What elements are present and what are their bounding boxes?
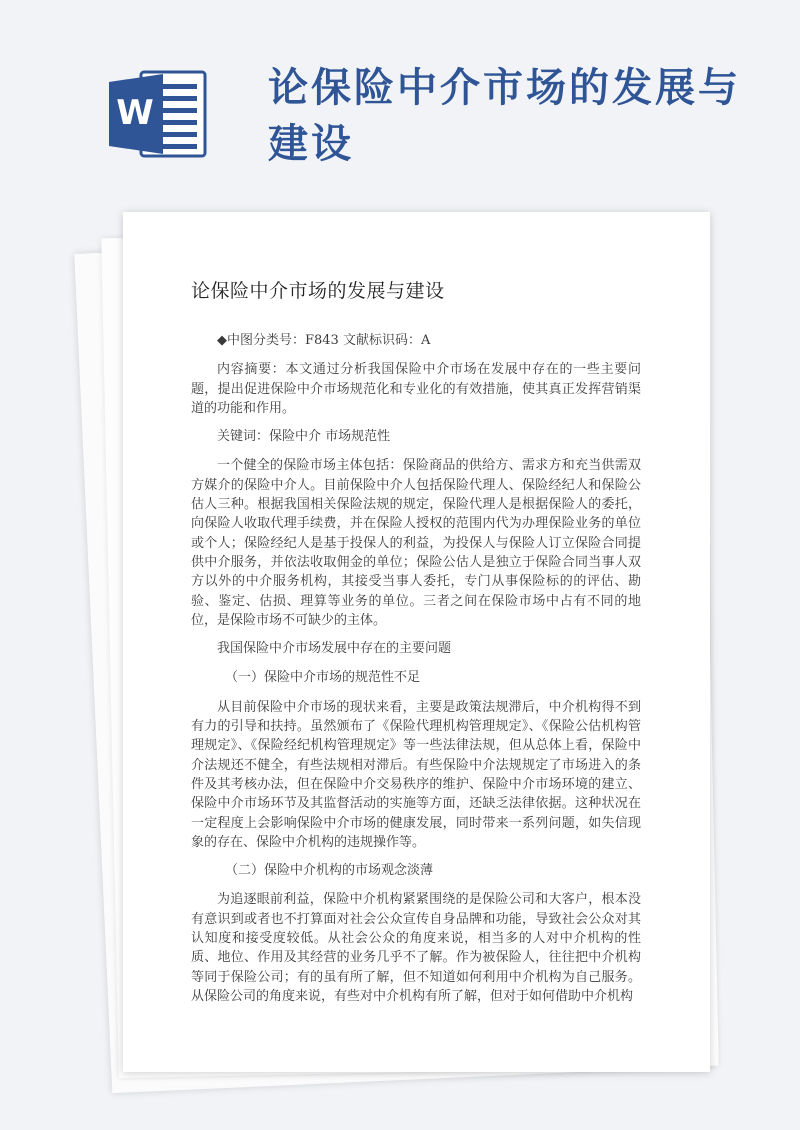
header-title: 论保险中介市场的发展与建设 bbox=[268, 65, 741, 167]
abstract-paragraph: 内容摘要：本文通过分析我国保险中介市场在发展中存在的一些主要问题，提出促进保险中介市场规范化和专业化的有效措施，使其真正发挥营销渠道的功能和作用。 bbox=[191, 362, 641, 416]
section-heading: 我国保险中介市场发展中存在的主要问题 bbox=[217, 641, 452, 657]
keywords-line: 关键词：保险中介 市场规范性 bbox=[217, 429, 391, 445]
word-document-icon bbox=[107, 68, 207, 160]
document-page bbox=[123, 212, 710, 1072]
page-header bbox=[0, 0, 800, 200]
document-content bbox=[191, 276, 641, 1015]
article-title: 论保险中介市场的发展与建设 bbox=[191, 280, 445, 302]
intro-paragraph: 一个健全的保险市场主体包括：保险商品的供给方、需求方和充当供需双方媒介的保险中介人。目前保险中介人包括保险代理人、保险经纪人和保险公估人三种。根据我国相关保险法规的规定，保险代理人是根据保险人的委托，向保险人收取代理手续费，并在保险人授权的范围内代为办理保险业务的单位或个人；保险经纪人是基于投保人的利益，为投保人与保险人订立保险合同提供中介服务，并依法收取佣金的单位；保险公估人是独立于保险合同当事人双方以外的中介服务机构，其接受当事人委托，专门从事保险标的的评估、勘验、鉴定、估损、理算等业务的单位。三者之间在保险市场中占有不同的地位，是保险市场不可缺少的主体。 bbox=[191, 458, 641, 628]
subsection-1-paragraph: 从目前保险中介市场的现状来看，主要是政策法规滞后，中介机构得不到有力的引导和扶持。虽然颁布了《保险代理机构管理规定》、《保险公估机构管理规定》、《保险经纪机构管理规定》等一些法律法规，但从总体上看，保险中介法规还不健全，有些法规相对滞后。有些保险中介法规规定了市场进入的条件及其考核办法，但在保险中介交易秩序的维护、保险中介市场环境的建立、保险中介市场环节及其监督活动的实施等方面，还缺乏法律依据。这种状况在一定程度上会影响保险中介市场的健康发展，同时带来一系列问题，如失信现象的存在、保险中介机构的违规操作等。 bbox=[191, 699, 641, 850]
subsection-2-paragraph: 为追逐眼前利益，保险中介机构紧紧围绕的是保险公司和大客户，根本没有意识到或者也不打算面对社会公众宣传自身品牌和功能，导致社会公众对其认知度和接受度较低。从社会公众的角度来说，相当多的人对中介机构的性质、地位、作用及其经营的业务几乎不了解。作为被保险人，往往把中介机构等同于保险公司；有的虽有所了解，但不知道如何利用中介机构为自己服务。从保险公司的角度来说，有些对中介机构有所了解，但对于如何借助中介机构 bbox=[191, 892, 641, 1004]
classification-line: ◆中图分类号：F843 文献标识码：A bbox=[217, 333, 431, 348]
subsection-2-heading: （二）保险中介机构的市场观念淡薄 bbox=[225, 863, 434, 879]
svg-text:W: W bbox=[116, 93, 154, 133]
subsection-1-heading: （一）保险中介市场的规范性不足 bbox=[225, 670, 421, 686]
